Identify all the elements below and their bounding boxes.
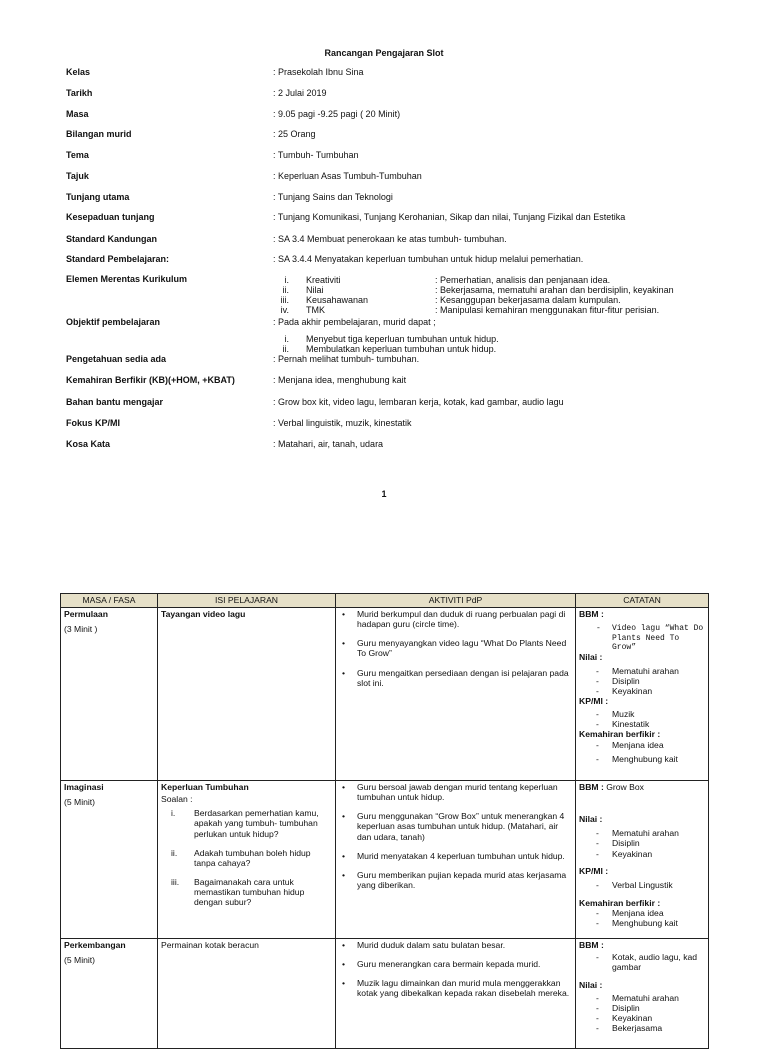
aktiviti-list — [339, 940, 572, 999]
list-item: - Disiplin — [579, 838, 705, 848]
label-tema: Tema — [66, 150, 89, 160]
label-tarikh: Tarikh — [66, 88, 93, 98]
page-number: 1 — [381, 489, 387, 499]
list-item: - Verbal Lingustik — [579, 880, 705, 890]
soalan-list — [161, 808, 332, 907]
cell-isi-imaginasi: Keperluan Tumbuhan Soalan : i. Berdasarkan pemerhatian kamu, apakah yang tumbuh- tumbuhan perlukan untuk hidup? ii. Adakah tumbuhan boleh hidup tanpa cahaya? iii. Bagaimanakah cara untuk memastikan tumbuhan hidup dengan subur? — [158, 781, 336, 939]
label-tunjang-utama: Tunjang utama — [66, 192, 130, 202]
objektif-list — [273, 334, 713, 354]
label-standard-pembelajaran: Standard Pembelajaran: — [66, 254, 170, 264]
table-row-perkembangan — [61, 939, 709, 1049]
value-kemahiran: : Menjana idea, menghubung kait — [273, 375, 407, 385]
list-item: - Mematuhi arahan — [579, 666, 705, 676]
list-item: • Murid menyatakan 4 keperluan tumbuhan untuk hidup. — [339, 851, 572, 861]
cell-isi-perkembangan: Permainan kotak beracun — [158, 939, 336, 1049]
cell-catatan-imaginasi: BBM : Grow Box Nilai : - Mematuhi arahan - Disiplin - Keyakinan KP/MI : - Verbal Lingustik Kemahiran berfikir : - Menjana idea - Menghubung kait — [576, 781, 709, 939]
list-item: • Murid berkumpul dan duduk di ruang perbualan pagi di hadapan guru (circle time). — [339, 609, 572, 629]
list-item: - Disiplin — [579, 676, 705, 686]
cell-aktiviti-permulaan — [336, 608, 576, 781]
value-tajuk: : Keperluan Asas Tumbuh-Tumbuhan — [273, 171, 422, 181]
elemen-item: i. Kreativiti : Pemerhatian, analisis dan penjanaan idea. — [284, 275, 611, 285]
label-fokus: Fokus KP/MI — [66, 418, 121, 428]
list-item: - Mematuhi arahan — [579, 828, 705, 838]
value-bilangan-murid: : 25 Orang — [273, 129, 316, 139]
label-masa: Masa — [66, 109, 89, 119]
list-item: iii. Bagaimanakah cara untuk memastikan tumbuhan hidup dengan subur? — [171, 876, 305, 908]
label-objektif: Objektif pembelajaran — [66, 317, 161, 327]
list-item: - Keyakinan — [579, 849, 705, 859]
cell-isi-permulaan: Tayangan video lagu — [158, 608, 336, 781]
cell-catatan-perkembangan: BBM : - Kotak, audio lagu, kad gambar Nilai : - Mematuhi arahan - Disiplin - Keyakinan - Bekerjasama — [576, 939, 709, 1049]
label-bilangan-murid: Bilangan murid — [66, 129, 132, 139]
label-kosa-kata: Kosa Kata — [66, 439, 111, 449]
cell-fase-permulaan: Permulaan (3 Minit ) — [61, 608, 158, 781]
value-masa: : 9.05 pagi -9.25 pagi ( 20 Minit) — [273, 109, 401, 119]
value-fokus: : Verbal linguistik, muzik, kinestatik — [273, 418, 412, 428]
list-item: - Menjana idea — [579, 908, 705, 918]
value-standard-kandungan: : SA 3.4 Membuat penerokaan ke atas tumbuh- tumbuhan. — [273, 234, 507, 244]
cell-aktiviti-imaginasi — [336, 781, 576, 939]
value-bahan: : Grow box kit, video lagu, lembaran kerja, kotak, kad gambar, audio lagu — [273, 397, 564, 407]
list-item: - Disiplin — [579, 1003, 705, 1013]
list-item: - Kinestatik — [579, 719, 705, 729]
label-tajuk: Tajuk — [66, 171, 89, 181]
lesson-plan-table — [60, 593, 709, 1049]
label-elemen-merentas: Elemen Merentas Kurikulum — [66, 274, 188, 284]
list-item: • Muzik lagu dimainkan dan murid mula menggerakkan kotak yang dibekalkan kepada rakan disebelah mereka. — [339, 978, 572, 998]
list-item: ii. Adakah tumbuhan boleh hidup tanpa cahaya? — [171, 847, 311, 868]
label-kelas: Kelas — [66, 67, 91, 77]
value-kosa-kata: : Matahari, air, tanah, udara — [273, 439, 384, 449]
list-item: - Muzik — [579, 709, 705, 719]
table-row-permulaan — [61, 608, 709, 781]
value-tema: : Tumbuh- Tumbuhan — [273, 150, 359, 160]
list-item: - Video lagu “What Do Plants Need To Grow” — [579, 624, 705, 652]
list-item: - Keyakinan — [579, 686, 705, 696]
header-isi-pelajaran: ISI PELAJARAN — [158, 594, 336, 608]
label-standard-kandungan: Standard Kandungan — [66, 234, 158, 244]
table-row-imaginasi — [61, 781, 709, 939]
list-item: - Kotak, audio lagu, kad gambar — [579, 952, 705, 972]
value-tarikh: : 2 Julai 2019 — [273, 88, 327, 98]
list-item: • Guru mengaitkan persediaan dengan isi pelajaran pada slot ini. — [339, 668, 572, 688]
elemen-item: iii. Keusahawanan : Kesanggupan bekerjasama dalam kumpulan. — [280, 295, 621, 305]
header-aktiviti: AKTIVITI PdP — [336, 594, 576, 608]
list-item: - Keyakinan — [579, 1013, 705, 1023]
cell-aktiviti-perkembangan — [336, 939, 576, 1049]
list-item: • Guru bersoal jawab dengan murid tentang keperluan tumbuhan untuk hidup. — [339, 782, 572, 802]
aktiviti-list — [339, 782, 572, 890]
list-item: • Murid duduk dalam satu bulatan besar. — [339, 940, 572, 950]
list-item: • Guru menggunakan “Grow Box” untuk menerangkan 4 keperluan asas tumbuhan untuk hidup. (Matahari, air dan udara, tanah) — [339, 811, 572, 841]
cell-fase-imaginasi: Imaginasi (5 Minit) — [61, 781, 158, 939]
label-kesepaduan-tunjang: Kesepaduan tunjang — [66, 212, 155, 222]
label-pengetahuan: Pengetahuan sedia ada — [66, 354, 167, 364]
value-kelas: : Prasekolah Ibnu Sina — [273, 67, 364, 77]
objektif-item: ii. Membulatkan keperluan tumbuhan untuk hidup. — [282, 344, 497, 354]
value-pengetahuan: : Pernah melihat tumbuh- tumbuhan. — [273, 354, 420, 364]
header-masa-fasa: MASA / FASA — [61, 594, 158, 608]
label-kemahiran: Kemahiran Berfikir (KB)(+HOM, +KBAT) — [66, 375, 235, 385]
value-standard-pembelajaran: : SA 3.4.4 Menyatakan keperluan tumbuhan untuk hidup melalui pemerhatian. — [273, 254, 584, 264]
list-item: • Guru menerangkan cara bermain kepada murid. — [339, 959, 572, 969]
page-title: Rancangan Pengajaran Slot — [324, 48, 444, 58]
value-objektif-intro: : Pada akhir pembelajaran, murid dapat ; — [273, 317, 436, 327]
list-item: - Bekerjasama — [579, 1023, 705, 1033]
aktiviti-list — [339, 609, 572, 688]
list-item: - Menghubung kait — [579, 918, 705, 928]
list-item: i. Berdasarkan pemerhatian kamu, apakah yang tumbuh- tumbuhan perlukan untuk hidup? — [171, 808, 319, 839]
value-kesepaduan-tunjang: : Tunjang Komunikasi, Tunjang Kerohanian, Sikap dan nilai, Tunjang Fizikal dan Estetika — [273, 212, 626, 222]
cell-fase-perkembangan: Perkembangan (5 Minit) — [61, 939, 158, 1049]
elemen-item: ii. Nilai : Bekerjasama, mematuhi arahan dan berdisiplin, keyakinan — [282, 285, 674, 295]
list-item: - Menjana idea — [579, 740, 705, 750]
elemen-item: iv. TMK : Manipulasi kemahiran menggunakan fitur-fitur perisian. — [280, 305, 660, 315]
list-item: - Mematuhi arahan — [579, 993, 705, 1003]
elemen-list — [273, 275, 713, 315]
header-catatan: CATATAN — [576, 594, 709, 608]
label-bahan: Bahan bantu mengajar — [66, 397, 164, 407]
list-item: • Guru menyayangkan video lagu “What Do Plants Need To Grow” — [339, 638, 572, 658]
cell-catatan-permulaan: BBM : - Video lagu “What Do Plants Need To Grow” Nilai : - Mematuhi arahan - Disiplin - Keyakinan KP/MI : - Muzik - Kinestatik Kemahiran berfikir : - Menjana idea - Menghubung kait — [576, 608, 709, 781]
objektif-item: i. Menyebut tiga keperluan tumbuhan untuk hidup. — [284, 334, 499, 344]
list-item: - Menghubung kait — [579, 754, 705, 764]
table-header-row — [61, 594, 709, 608]
value-tunjang-utama: : Tunjang Sains dan Teknologi — [273, 192, 393, 202]
list-item: • Guru memberikan pujian kepada murid atas kerjasama yang diberikan. — [339, 870, 572, 890]
